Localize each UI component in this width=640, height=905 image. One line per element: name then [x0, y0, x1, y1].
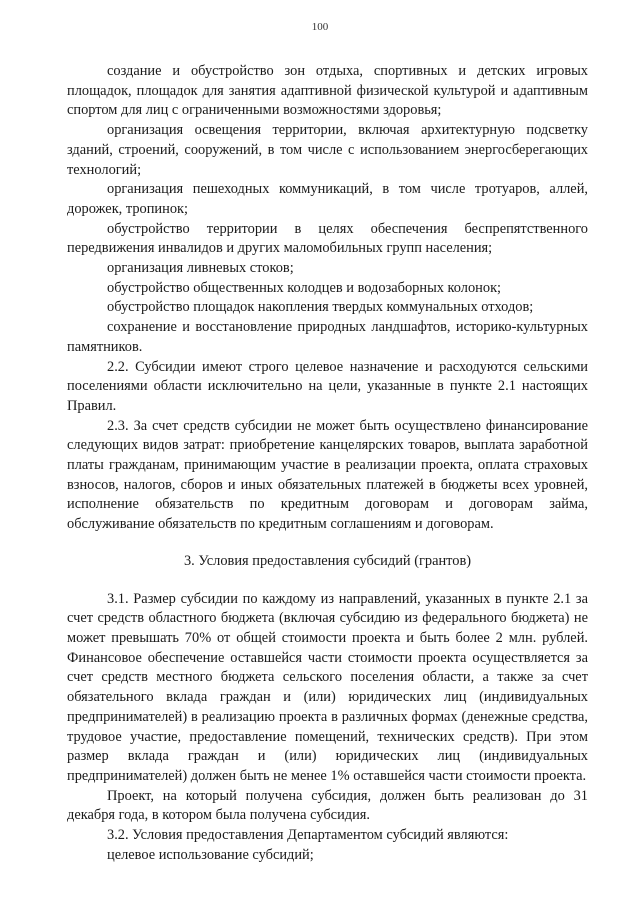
paragraph-2-2: 2.2. Субсидии имеют строго целевое назначение и расходуются сельскими поселениями области исключительно на цели, указанные в пункте 2.1 настоящих Правил. — [67, 358, 588, 414]
list-item: обустройство площадок накопления твердых коммунальных отходов; — [107, 299, 534, 316]
paragraph-target-use: целевое использование субсидий; — [107, 846, 314, 863]
list-item: организация освещения территории, включая архитектурную подсветку зданий, строений, сооружений, в том числе с использованием энергосберегающих технологий; — [67, 122, 588, 178]
section-heading: 3. Условия предоставления субсидий (грантов) — [183, 552, 472, 569]
list-item: организация ливневых стоков; — [107, 260, 294, 277]
list-item: обустройство общественных колодцев и водозаборных колонок; — [107, 279, 502, 296]
list-item: создание и обустройство зон отдыха, спортивных и детских игровых площадок, площадок для занятия адаптивной физической культурой и адаптивным спортом для лиц с ограниченными возможностями здоровья; — [67, 63, 588, 119]
paragraph-3-2: 3.2. Условия предоставления Департаментом субсидий являются: — [107, 827, 509, 844]
list-item: обустройство территории в целях обеспечения беспрепятственного передвижения инвалидов и других маломобильных групп населения; — [67, 220, 588, 257]
list-item: организация пешеходных коммуникаций, в том числе тротуаров, аллей, дорожек, тропинок; — [67, 181, 588, 217]
paragraph-2-3: 2.3. За счет средств субсидии не может быть осуществлено финансирование следующих видов затрат: приобретение канцелярских товаров, выплата заработной платы гражданам, принимающим участие в реализации проекта, оплата страховых взносов, налогов, сборов и иных обязательных платежей в бюджеты всех уровней, исполнение обязательств по кредитным договорам и договорам займа, обслуживание обязательств по кредитным соглашениям и договорам. — [67, 417, 588, 533]
paragraph-3-1: 3.1. Размер субсидии по каждому из направлений, указанных в пункте 2.1 за счет средств областного бюджета (включая субсидию из федерального бюджета) не может превышать 70% от общей стоимости проекта и быть более 2 млн. рублей. Финансовое обеспечение оставшейся части стоимости проекта осуществляется за счет средств местного бюджета сельского поселения области, а также за счет обязательного вклада граждан и (или) юридических лиц (индивидуальных предпринимателей) в реализацию проекта в различных формах (денежные средства, трудовое участие, предоставление помещений, технических средств). При этом размер вклада граждан и (или) юридических лиц (индивидуальных предпринимателей) должен быть не менее 1% оставшейся части стоимости проекта. — [67, 590, 588, 784]
list-item: сохранение и восстановление природных ландшафтов, историко-культурных памятников. — [67, 319, 588, 355]
paragraph-project-deadline: Проект, на который получена субсидия, должен быть реализован до 31 декабря года, в котором была получена субсидия. — [67, 787, 588, 824]
document-body — [67, 62, 588, 865]
page-number: 100 — [311, 21, 329, 33]
